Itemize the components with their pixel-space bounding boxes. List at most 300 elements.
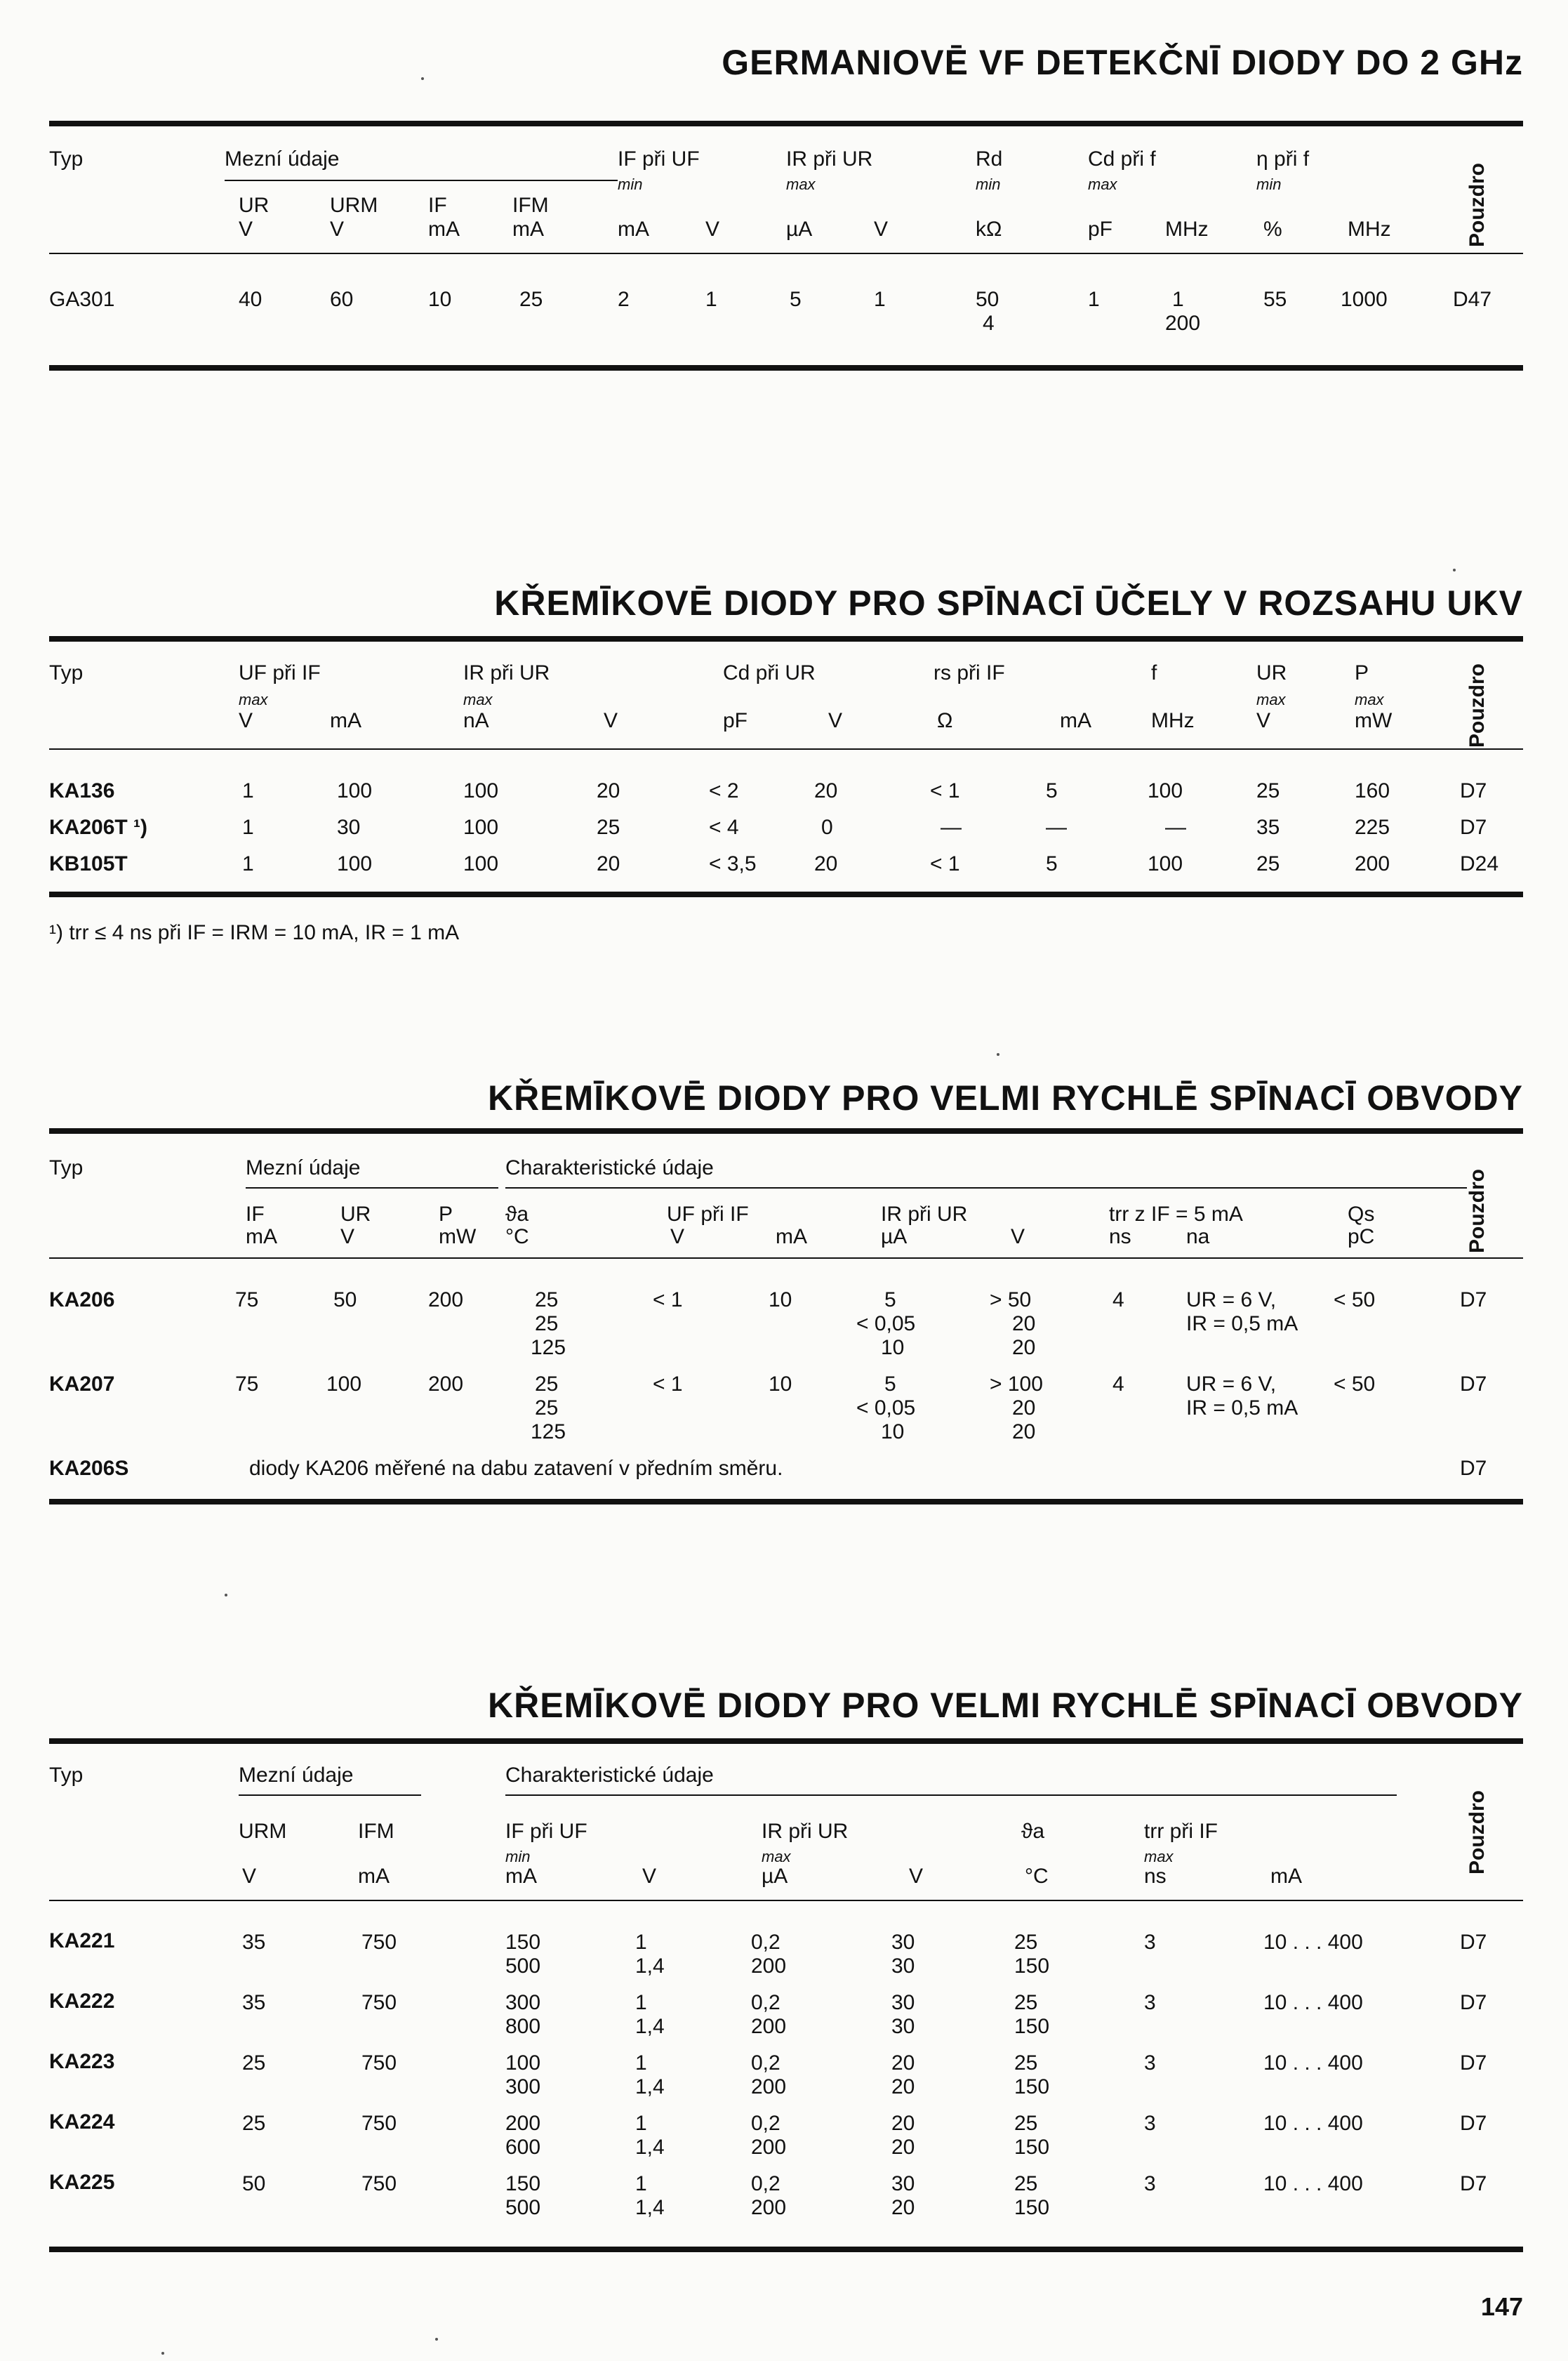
col-pouzdro: Pouzdro (1466, 163, 1489, 247)
unit: V (340, 1225, 355, 1248)
cell: 150 (1014, 2136, 1050, 2159)
cell: 1 (242, 852, 254, 875)
cell: 5 (1046, 779, 1058, 802)
cell: < 50 (1334, 1373, 1376, 1396)
col-trrpri: trr při IF (1144, 1820, 1218, 1843)
unit: V (1256, 709, 1271, 732)
col-f: f (1151, 661, 1157, 685)
cell: 25 (535, 1288, 559, 1311)
unit: V (642, 1865, 657, 1888)
cell: 10 . . . 400 (1263, 2172, 1363, 2195)
col-cd: Cd při f (1088, 147, 1156, 171)
scan-speck (225, 1594, 227, 1596)
cell: 1 (242, 816, 254, 839)
cell: 20 (597, 852, 620, 875)
unit: % (1263, 218, 1282, 241)
top-rule (49, 1128, 1523, 1134)
cell: 500 (505, 2196, 541, 2219)
cell: < 3,5 (709, 852, 757, 875)
col-ufmax: max (239, 691, 268, 708)
unit: V (705, 218, 720, 241)
cell: 10 (881, 1420, 905, 1443)
col-char: Charakteristické údaje (505, 1764, 714, 1787)
cell: 10 (428, 288, 452, 311)
col-if: IF (428, 194, 447, 217)
scan-speck (435, 2338, 438, 2341)
unit: MHz (1165, 218, 1209, 241)
cell: 0 (821, 816, 833, 839)
cell: < 2 (709, 779, 739, 802)
col-ifpri: IF při UF (505, 1820, 587, 1843)
unit: °C (1025, 1865, 1049, 1888)
cell: 200 (751, 2015, 787, 2038)
cell: 20 (814, 779, 838, 802)
char-rule (505, 1187, 1467, 1189)
cell-typ: KA222 (49, 1990, 115, 2013)
col-p: P (1355, 661, 1369, 685)
col-typ: Typ (49, 1764, 84, 1787)
bottom-rule (49, 1499, 1523, 1504)
cell: 0,2 (751, 2172, 780, 2195)
cell: < 1 (653, 1288, 683, 1311)
section-title: KŘEMĪKOVĒ DIODY PRO VELMI RYCHLĒ SPĪNACĪ OBVODY (488, 1078, 1523, 1118)
col-mezni: Mezní údaje (225, 147, 340, 171)
cell: 20 (1012, 1312, 1036, 1335)
cell: 35 (242, 1931, 266, 1954)
unit: mA (505, 1865, 537, 1888)
cell: 100 (326, 1373, 362, 1396)
cell: 3 (1144, 1991, 1156, 2014)
cell-typ: KA225 (49, 2171, 115, 2194)
cell: — (941, 816, 962, 839)
col-urm: URM (330, 194, 378, 217)
cell: 0,2 (751, 1991, 780, 2014)
cell: 25 (519, 288, 543, 311)
unit: mA (330, 709, 361, 732)
cell: 600 (505, 2136, 541, 2159)
cell: 20 (891, 2196, 915, 2219)
top-rule (49, 1738, 1523, 1744)
unit: µA (786, 218, 813, 241)
cell: 25 (535, 1396, 559, 1420)
cell: 20 (1012, 1336, 1036, 1359)
cell: 1,4 (635, 2015, 665, 2038)
unit: pF (1088, 218, 1113, 241)
section-title: GERMANIOVĒ VF DETEKČNĪ DIODY DO 2 GHz (722, 43, 1523, 82)
cell: UR = 6 V, (1186, 1373, 1277, 1396)
cell: 20 (1012, 1396, 1036, 1420)
cell: 5 (1046, 852, 1058, 875)
cell: 5 (884, 1373, 896, 1396)
col-mezni: Mezní údaje (239, 1764, 354, 1787)
cell: 75 (235, 1288, 259, 1311)
cell: 50 (333, 1288, 357, 1311)
cell: 100 (1148, 852, 1183, 875)
unit: V (242, 1865, 257, 1888)
unit: µA (881, 1225, 908, 1248)
top-rule (49, 121, 1523, 126)
section-fast-switching-diodes-2 (49, 1685, 1523, 2303)
cell: 200 (428, 1373, 464, 1396)
unit: mA (246, 1225, 277, 1248)
unit: ns (1144, 1865, 1167, 1888)
cell: 1 (1172, 288, 1184, 311)
col-irmax: max (762, 1848, 791, 1865)
col-p: P (439, 1203, 453, 1226)
col-eta: η při f (1256, 147, 1310, 171)
col-typ: Typ (49, 1156, 84, 1179)
cell: 200 (751, 2075, 787, 2098)
unit: °C (505, 1225, 529, 1248)
footnote: ¹) trr ≤ 4 ns při IF = IRM = 10 mA, IR = 1 mA (49, 921, 460, 944)
cell: 50 (976, 288, 999, 311)
cell-typ: KA206 (49, 1288, 115, 1311)
col-cdmax: max (1088, 176, 1117, 193)
cell: 10 . . . 400 (1263, 2051, 1363, 2075)
section-title: KŘEMĪKOVĒ DIODY PRO VELMI RYCHLĒ SPĪNACĪ OBVODY (488, 1686, 1523, 1725)
cell: 30 (891, 2015, 915, 2038)
cell: 30 (891, 1931, 915, 1954)
cell: 150 (505, 2172, 541, 2195)
cell: 10 (769, 1373, 792, 1396)
cell: 25 (1256, 852, 1280, 875)
unit: mA (618, 218, 649, 241)
cell: — (1165, 816, 1186, 839)
cell: 4 (1112, 1373, 1124, 1396)
cell: 100 (463, 816, 499, 839)
cell-typ: KB105T (49, 852, 128, 875)
cell: 20 (814, 852, 838, 875)
header-rule (49, 253, 1523, 254)
col-ur: UR (340, 1203, 371, 1226)
mezni-rule (246, 1187, 498, 1189)
col-urmax: max (1256, 691, 1286, 708)
cell: 10 (881, 1336, 905, 1359)
cell: D7 (1460, 816, 1487, 839)
col-ifmin: min (618, 176, 643, 193)
col-irpri: IR při UR (762, 1820, 849, 1843)
cell: 1 (635, 1931, 647, 1954)
cell: D7 (1460, 779, 1487, 802)
unit: V (330, 218, 345, 241)
cell: 25 (242, 2051, 266, 2075)
unit: nA (463, 709, 489, 732)
col-irpri: IR při UR (881, 1203, 968, 1226)
cell: 1 (635, 2112, 647, 2135)
cell: 3 (1144, 2051, 1156, 2075)
cell: 200 (751, 2196, 787, 2219)
cell: 10 . . . 400 (1263, 1991, 1363, 2014)
cell: 200 (1165, 312, 1201, 335)
cell: 800 (505, 2015, 541, 2038)
cell: IR = 0,5 mA (1186, 1396, 1298, 1420)
cell: 125 (531, 1336, 566, 1359)
cell: > 50 (990, 1288, 1032, 1311)
cell: 1 (242, 779, 254, 802)
col-pouzdro: Pouzdro (1466, 1790, 1489, 1874)
unit: mA (428, 218, 460, 241)
page-number: 147 (1480, 2292, 1523, 2321)
cell: diody KA206 měřené na dabu zatavení v předním směru. (249, 1457, 783, 1480)
cell: 10 . . . 400 (1263, 2112, 1363, 2135)
cell: 150 (1014, 2015, 1050, 2038)
col-trr: trr z IF = 5 mA (1109, 1203, 1243, 1226)
bottom-rule (49, 365, 1523, 371)
top-rule (49, 636, 1523, 642)
cell: 200 (428, 1288, 464, 1311)
cell: 40 (239, 288, 263, 311)
unit: MHz (1151, 709, 1195, 732)
cell: 750 (361, 2172, 397, 2195)
cell: 150 (1014, 1955, 1050, 1978)
unit: mA (358, 1865, 390, 1888)
cell: 5 (884, 1288, 896, 1311)
col-typ: Typ (49, 661, 84, 685)
col-trrmax: max (1144, 1848, 1174, 1865)
cell: 30 (891, 1991, 915, 2014)
col-ur: UR (1256, 661, 1287, 685)
cell: D47 (1453, 288, 1492, 311)
cell: 35 (1256, 816, 1280, 839)
cell: 750 (361, 2112, 397, 2135)
cell: 200 (1355, 852, 1390, 875)
cell: 30 (337, 816, 361, 839)
unit: V (1011, 1225, 1025, 1248)
section-germanium-diodes (49, 42, 1523, 379)
unit: V (828, 709, 843, 732)
unit: pF (723, 709, 748, 732)
cell: 750 (361, 1991, 397, 2014)
cell: 100 (337, 852, 373, 875)
unit: mW (439, 1225, 477, 1248)
scan-speck (421, 77, 424, 80)
cell: < 1 (930, 852, 960, 875)
bottom-rule (49, 892, 1523, 897)
cell: 0,2 (751, 2051, 780, 2075)
cell-typ: KA223 (49, 2050, 115, 2073)
cell: 150 (1014, 2075, 1050, 2098)
cell: 100 (505, 2051, 541, 2075)
cell: < 1 (653, 1373, 683, 1396)
cell: 1,4 (635, 1955, 665, 1978)
col-cdpri: Cd při UR (723, 661, 816, 685)
cell: 60 (330, 288, 354, 311)
cell: 20 (891, 2136, 915, 2159)
scan-speck (1453, 569, 1456, 571)
unit: pC (1348, 1225, 1375, 1248)
col-ifpri: IF při UF (618, 147, 700, 171)
cell: < 4 (709, 816, 739, 839)
col-ur: UR (239, 194, 270, 217)
col-typ: Typ (49, 147, 84, 171)
cell: 25 (1256, 779, 1280, 802)
cell: 100 (463, 852, 499, 875)
cell: 300 (505, 1991, 541, 2014)
cell: 25 (535, 1312, 559, 1335)
bottom-rule (49, 2247, 1523, 2252)
cell-typ: KA221 (49, 1929, 115, 1952)
section-ukv-switching-diodes (49, 583, 1523, 976)
cell: 30 (891, 1955, 915, 1978)
cell: 25 (535, 1373, 559, 1396)
cell: 500 (505, 1955, 541, 1978)
cell: 4 (983, 312, 995, 335)
cell: < 0,05 (856, 1396, 916, 1420)
unit: mW (1355, 709, 1393, 732)
col-urm: URM (239, 1820, 287, 1843)
col-rd: Rd (976, 147, 1003, 171)
cell: 1 (705, 288, 717, 311)
cell-typ: KA207 (49, 1373, 115, 1396)
cell: 25 (1014, 2172, 1038, 2195)
cell: 30 (891, 2172, 915, 2195)
cell: 20 (1012, 1420, 1036, 1443)
col-mezni: Mezní údaje (246, 1156, 361, 1179)
col-qs: Qs (1348, 1203, 1375, 1226)
cell: 100 (337, 779, 373, 802)
cell: 5 (790, 288, 802, 311)
col-pouzdro: Pouzdro (1466, 663, 1489, 748)
cell-typ: KA206S (49, 1457, 129, 1480)
cell: 1 (635, 2172, 647, 2195)
col-theta: ϑa (1021, 1820, 1045, 1843)
cell: D7 (1460, 2051, 1487, 2075)
col-theta: ϑa (505, 1203, 529, 1226)
cell: 4 (1112, 1288, 1124, 1311)
cell: 50 (242, 2172, 266, 2195)
cell: 75 (235, 1373, 259, 1396)
cell: D7 (1460, 2172, 1487, 2195)
col-rdmin: min (976, 176, 1001, 193)
col-pmax: max (1355, 691, 1384, 708)
cell: 1 (874, 288, 886, 311)
unit: kΩ (976, 218, 1002, 241)
unit: mA (512, 218, 544, 241)
cell: 20 (891, 2075, 915, 2098)
cell: 150 (505, 1931, 541, 1954)
unit: µA (762, 1865, 788, 1888)
cell: 20 (597, 779, 620, 802)
cell: 1 (1088, 288, 1100, 311)
unit: V (670, 1225, 685, 1248)
cell-typ: KA206T ¹) (49, 816, 148, 839)
mezni-rule (225, 180, 618, 181)
cell: 3 (1144, 1931, 1156, 1954)
cell: D7 (1460, 1288, 1487, 1311)
cell: 1,4 (635, 2196, 665, 2219)
header-rule (49, 748, 1523, 750)
col-irmax: max (463, 691, 493, 708)
cell: 100 (1148, 779, 1183, 802)
cell: 160 (1355, 779, 1390, 802)
col-ufpri: UF při IF (667, 1203, 749, 1226)
cell: < 50 (1334, 1288, 1376, 1311)
unit: MHz (1348, 218, 1391, 241)
section-title: KŘEMĪKOVĒ DIODY PRO SPĪNACĪ ŪČELY V ROZSAHU UKV (494, 583, 1523, 623)
header-rule (49, 1900, 1523, 1901)
cell: 10 (769, 1288, 792, 1311)
cell: 25 (1014, 2051, 1038, 2075)
cell: 10 . . . 400 (1263, 1931, 1363, 1954)
cell-typ: KA136 (49, 779, 115, 802)
col-ufpri: UF při IF (239, 661, 321, 685)
section-fast-switching-diodes-1 (49, 1078, 1523, 1534)
cell: 225 (1355, 816, 1390, 839)
cell: 150 (1014, 2196, 1050, 2219)
cell: 25 (1014, 1991, 1038, 2014)
cell: D7 (1460, 1457, 1487, 1480)
cell: 200 (751, 1955, 787, 1978)
cell: 20 (891, 2051, 915, 2075)
cell: 0,2 (751, 2112, 780, 2135)
cell: 1,4 (635, 2136, 665, 2159)
cell: D7 (1460, 2112, 1487, 2135)
cell: 1,4 (635, 2075, 665, 2098)
cell: 3 (1144, 2172, 1156, 2195)
cell: 25 (597, 816, 620, 839)
cell: — (1046, 816, 1067, 839)
cell: 3 (1144, 2112, 1156, 2135)
cell: 55 (1263, 288, 1287, 311)
cell: D24 (1460, 852, 1499, 875)
cell: 200 (505, 2112, 541, 2135)
col-irpri: IR při UR (786, 147, 873, 171)
cell: 200 (751, 2136, 787, 2159)
cell: 125 (531, 1420, 566, 1443)
unit: mA (1060, 709, 1091, 732)
cell: 1 (635, 1991, 647, 2014)
header-rule (49, 1257, 1523, 1259)
cell: < 0,05 (856, 1312, 916, 1335)
cell: 0,2 (751, 1931, 780, 1954)
cell: 1 (635, 2051, 647, 2075)
unit: mA (1270, 1865, 1302, 1888)
cell-typ: GA301 (49, 288, 115, 311)
cell: 1000 (1341, 288, 1388, 311)
cell: D7 (1460, 1931, 1487, 1954)
cell: 750 (361, 1931, 397, 1954)
scan-speck (161, 2352, 164, 2355)
cell: D7 (1460, 1373, 1487, 1396)
col-char: Charakteristické údaje (505, 1156, 714, 1179)
cell: 25 (1014, 2112, 1038, 2135)
cell: 35 (242, 1991, 266, 2014)
cell: 300 (505, 2075, 541, 2098)
unit: V (239, 218, 253, 241)
col-etamin: min (1256, 176, 1282, 193)
cell: UR = 6 V, (1186, 1288, 1277, 1311)
mezni-rule (239, 1794, 421, 1796)
unit: V (874, 218, 889, 241)
cell: 25 (1014, 1931, 1038, 1954)
unit: Ω (937, 709, 953, 732)
unit: V (909, 1865, 924, 1888)
col-ifm: IFM (512, 194, 549, 217)
col-if: IF (246, 1203, 265, 1226)
cell: D7 (1460, 1991, 1487, 2014)
col-pouzdro: Pouzdro (1466, 1169, 1489, 1253)
col-rspri: rs při IF (934, 661, 1005, 685)
col-irmax: max (786, 176, 816, 193)
unit: mA (776, 1225, 807, 1248)
cell: 100 (463, 779, 499, 802)
unit: V (604, 709, 618, 732)
cell-typ: KA224 (49, 2110, 115, 2134)
cell: < 1 (930, 779, 960, 802)
cell: IR = 0,5 mA (1186, 1312, 1298, 1335)
cell: > 100 (990, 1373, 1043, 1396)
unit: ns (1109, 1225, 1131, 1248)
